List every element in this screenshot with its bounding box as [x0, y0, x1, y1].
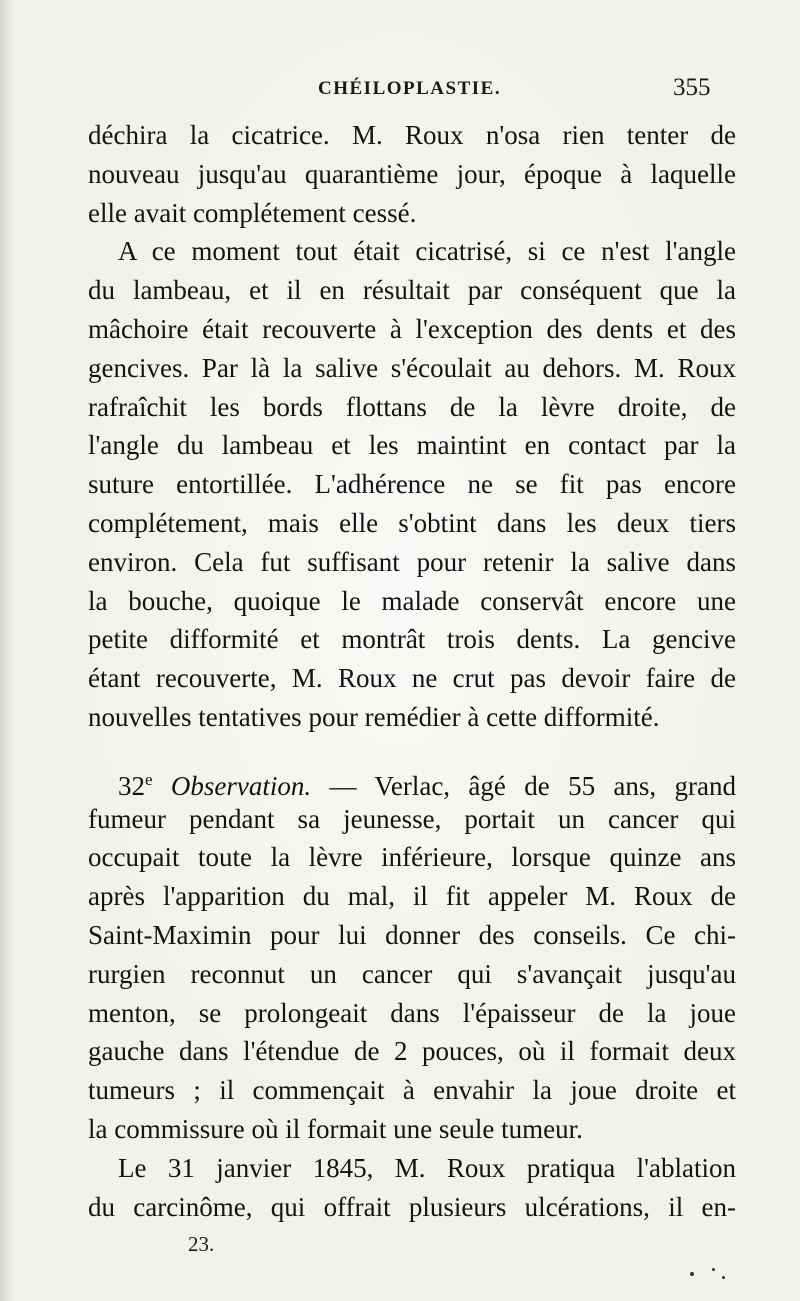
text-line: A ce moment tout était cicatrisé, si ce n'est l'angle [118, 236, 736, 267]
text-line: l'angle du lambeau et les maintint en contact par la [88, 430, 736, 461]
paragraph-gap [88, 737, 736, 761]
observation-number: 32 [118, 770, 145, 801]
observation-label: Observation. [170, 770, 312, 801]
signature-mark: 23. [188, 1232, 215, 1256]
text-line: du carcinôme, qui offrait plusieurs ulcérations, il en- [88, 1191, 736, 1222]
text-line: gencives. Par là la salive s'écoulait au dehors. M. Roux [88, 352, 736, 383]
page-header [0, 74, 800, 104]
text-line: du lambeau, et il en résultait par conséquent que la [88, 275, 736, 306]
text-line: complétement, mais elle s'obtint dans les deux tiers [88, 507, 736, 538]
text-line: après l'apparition du mal, il fit appeler M. Roux de [88, 881, 736, 912]
text-line: fumeur pendant sa jeunesse, portait un cancer qui [88, 803, 736, 834]
observation-superscript: e [145, 769, 153, 789]
text-line: mâchoire était recouverte à l'exception des dents et des [88, 313, 736, 344]
text-line: occupait toute la lèvre inférieure, lorsque quinze ans [88, 842, 736, 873]
text-line: étant recouverte, M. Roux ne crut pas devoir faire de [88, 663, 736, 694]
text-line: gauche dans l'étendue de 2 pouces, où il formait deux [88, 1036, 736, 1067]
text-line: nouveau jusqu'au quarantième jour, époque à laquelle [88, 158, 736, 189]
text-line: suture entortillée. L'adhérence ne se fit pas encore [88, 469, 736, 500]
text-line: petite difformité et montrât trois dents. La gencive [88, 624, 736, 655]
text-line: environ. Cela fut suffisant pour retenir la salive dans [88, 546, 736, 577]
body-text [88, 116, 736, 1226]
text-line: nouvelles tentatives pour remédier à cette difformité. [88, 701, 660, 732]
ink-speck [722, 1276, 725, 1279]
page-number: 355 [673, 74, 711, 101]
text-line: tumeurs ; il commençait à envahir la joue droite et [88, 1075, 736, 1106]
observation-first-line: — Verlac, âgé de 55 ans, grand [311, 770, 736, 801]
text-line: Saint-Maximin pour lui donner des conseils. Ce chi- [88, 919, 736, 950]
text-line: rafraîchit les bords flottans de la lèvre droite, de [88, 391, 736, 422]
text-line: la commissure où il formait une seule tumeur. [88, 1113, 583, 1144]
text-line: rurgien reconnut un cancer qui s'avançait jusqu'au [88, 958, 736, 989]
text-line: Le 31 janvier 1845, M. Roux pratiqua l'ablation [118, 1152, 736, 1183]
observation-heading-line [88, 761, 736, 800]
text-line: menton, se prolongeait dans l'épaisseur de la joue [88, 997, 736, 1028]
page-gutter-shadow [0, 0, 14, 1301]
ink-speck [712, 1268, 715, 1271]
ink-speck [690, 1272, 694, 1276]
text-line: elle avait complétement cessé. [88, 197, 417, 228]
running-title: CHÉILOPLASTIE. [318, 78, 502, 99]
text-line: la bouche, quoique le malade conservât encore une [88, 585, 736, 616]
text-line: déchira la cicatrice. M. Roux n'osa rien tenter de [88, 120, 736, 150]
